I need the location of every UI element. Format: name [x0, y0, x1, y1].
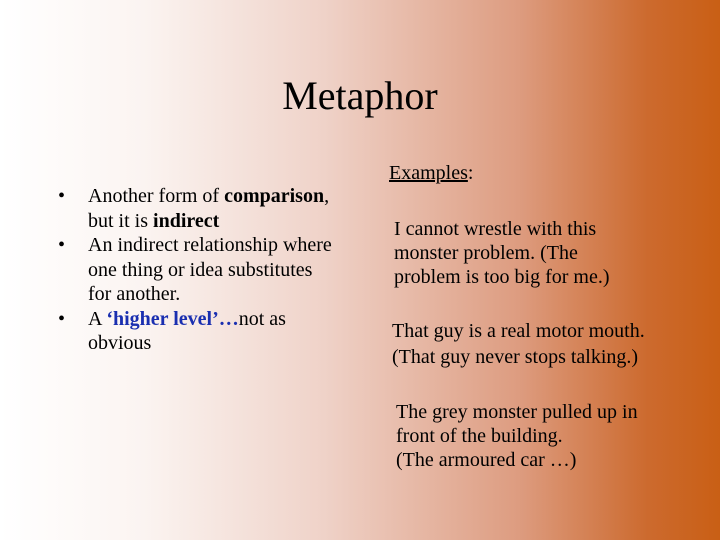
example-line: front of the building. [396, 425, 563, 447]
bullet-text-part: Another form of [88, 185, 225, 207]
bullet-text-part: , but it is [88, 185, 330, 232]
bullet-text-bold: comparison [224, 185, 325, 207]
example-line: I cannot wrestle with this [394, 218, 597, 240]
examples-heading-colon: : [467, 162, 474, 184]
example-line: That guy is a real motor mouth. [392, 320, 645, 342]
bullet-dot-icon: • [58, 307, 66, 330]
bullet-text-part: An indirect relationship where one thing or idea substitutes for another. [88, 234, 332, 305]
example-line: (The armoured car …) [396, 449, 577, 471]
examples-heading [389, 160, 473, 186]
bullet-list [58, 184, 338, 356]
bullet-text-part: A [88, 307, 107, 330]
example-line: (That guy never stops talking.) [392, 346, 639, 368]
bullet-item [58, 233, 338, 307]
bullet-item [58, 307, 338, 356]
example-line: problem is too big for me.) [394, 266, 610, 288]
bullet-item [58, 184, 338, 233]
example-line: monster problem. (The [394, 242, 578, 264]
example-1 [394, 217, 694, 289]
examples-heading-word: Examples [389, 162, 468, 184]
bullet-text-part: not as obvious [88, 307, 286, 354]
slide-title: Metaphor [282, 73, 438, 118]
bullet-dot-icon: • [58, 234, 66, 256]
example-line: The grey monster pulled up in [396, 401, 638, 423]
example-3 [396, 400, 706, 472]
example-2 [392, 318, 717, 370]
bullet-dot-icon: • [58, 185, 66, 207]
bullet-text-bold: indirect [153, 209, 220, 232]
bullet-text-highlight: ‘higher level’… [106, 307, 239, 330]
